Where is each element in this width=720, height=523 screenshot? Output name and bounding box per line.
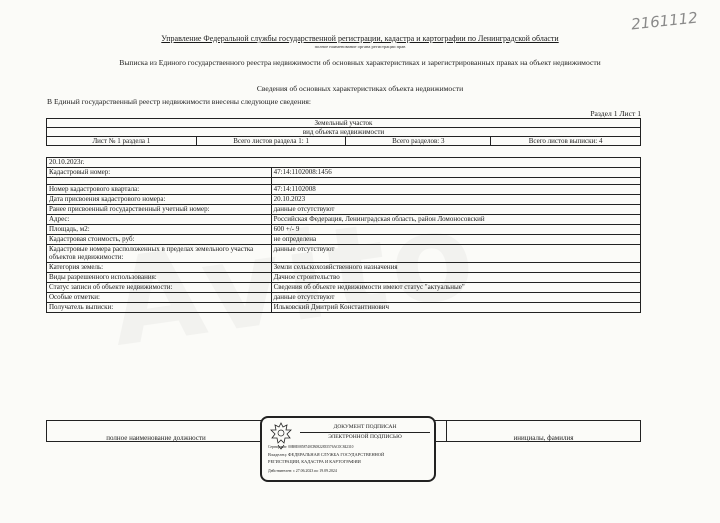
name-caption: инициалы, фамилия [513,434,574,442]
row-value: Сведения об объекте недвижимости имеют статус "актуальные" [271,283,640,293]
table-row [47,215,641,225]
stamp-validity: Действителен: с 27.06.2023 по 19.09.2024 [268,469,337,473]
agency-subtitle: полное наименование органа регистрации прав [314,44,406,49]
row-value: данные отсутствуют [271,293,640,303]
row-value: данные отсутствуют [271,245,640,263]
row-value: 20.10.2023 [271,195,640,205]
row-label: Получатель выписки: [47,303,272,313]
stamp-line-signed: ДОКУМЕНТ ПОДПИСАН [333,424,397,430]
row-value: Ильковский Дмитрий Константинович [271,303,640,313]
characteristics-table [46,157,641,313]
table-row [47,178,641,185]
object-type-value: Земельный участок [47,119,641,128]
section-page-label: Раздел 1 Лист 1 [590,109,641,118]
table-row [47,168,641,178]
divider [300,432,430,433]
table-row [47,235,641,245]
total-sheets-section: Всего листов раздела 1: 1 [196,137,346,146]
row-value: Дачное строительство [271,273,640,283]
object-header-table [46,118,641,146]
handwritten-note: 2161112 [630,8,699,34]
row-label: Ранее присвоенный государственный учетный номер: [47,205,272,215]
row-value: 47:14:1102008:1456 [271,168,640,178]
extract-date: 20.10.2023г. [47,158,641,168]
stamp-owner: РЕГИСТРАЦИИ, КАДАСТРА И КАРТОГРАФИИ [268,459,361,464]
row-label: Особые отметки: [47,293,272,303]
row-value: 47:14:1102008 [271,185,640,195]
row-value: Земли сельскохозяйственного назначения [271,263,640,273]
total-sections: Всего разделов: 3 [346,137,491,146]
table-row [47,225,641,235]
row-label: Адрес: [47,215,272,225]
table-row [47,205,641,215]
table-row [47,293,641,303]
total-sheets-extract: Всего листов выписки: 4 [491,137,641,146]
info-title: Сведения об основных характеристиках объекта недвижимости [256,84,464,93]
table-row [47,245,641,263]
row-value: 600 +/- 9 [271,225,640,235]
table-row [47,185,641,195]
row-label [47,178,272,185]
table-row [47,195,641,205]
row-label: Кадастровая стоимость, руб: [47,235,272,245]
row-value: Российская Федерация, Ленинградская область, район Ломоносовский [271,215,640,225]
row-value: не определена [271,235,640,245]
row-label: Номер кадастрового квартала: [47,185,272,195]
agency-title: Управление Федеральной службы государственной регистрации, кадастра и картографии по Ленинградской области [161,34,559,43]
table-row [47,283,641,293]
row-label: Кадастровый номер: [47,168,272,178]
row-value [271,178,640,185]
intro-text: В Единый государственный реестр недвижимости внесены следующие сведения: [47,97,311,106]
table-row [47,303,641,313]
row-label: Кадастровые номера расположенных в пределах земельного участка объектов недвижимости: [47,245,272,263]
table-row [47,273,641,283]
position-caption: полное наименование должности [106,434,206,442]
row-label: Дата присвоения кадастрового номера: [47,195,272,205]
row-label: Площадь, м2: [47,225,272,235]
row-value: данные отсутствуют [271,205,640,215]
extract-title: Выписка из Единого государственного реестра недвижимости об основных характеристиках и зарегистрированных правах на объект недвижимости [119,58,601,67]
stamp-line-electronic: ЭЛЕКТРОННОЙ ПОДПИСЬЮ [328,434,402,440]
stamp-owner: Владелец: ФЕДЕРАЛЬНАЯ СЛУЖБА ГОСУДАРСТВЕННОЙ [268,452,385,457]
row-label: Категория земель: [47,263,272,273]
row-label: Виды разрешенного использования: [47,273,272,283]
sheet-number: Лист № 1 раздела 1 [47,137,197,146]
row-label: Статус записи об объекте недвижимости: [47,283,272,293]
object-type-caption: вид объекта недвижимости [47,128,641,137]
stamp-certificate: Сертификат: 00B8E0858740CB0822835576AC0C842310 [268,445,354,449]
table-row [47,263,641,273]
